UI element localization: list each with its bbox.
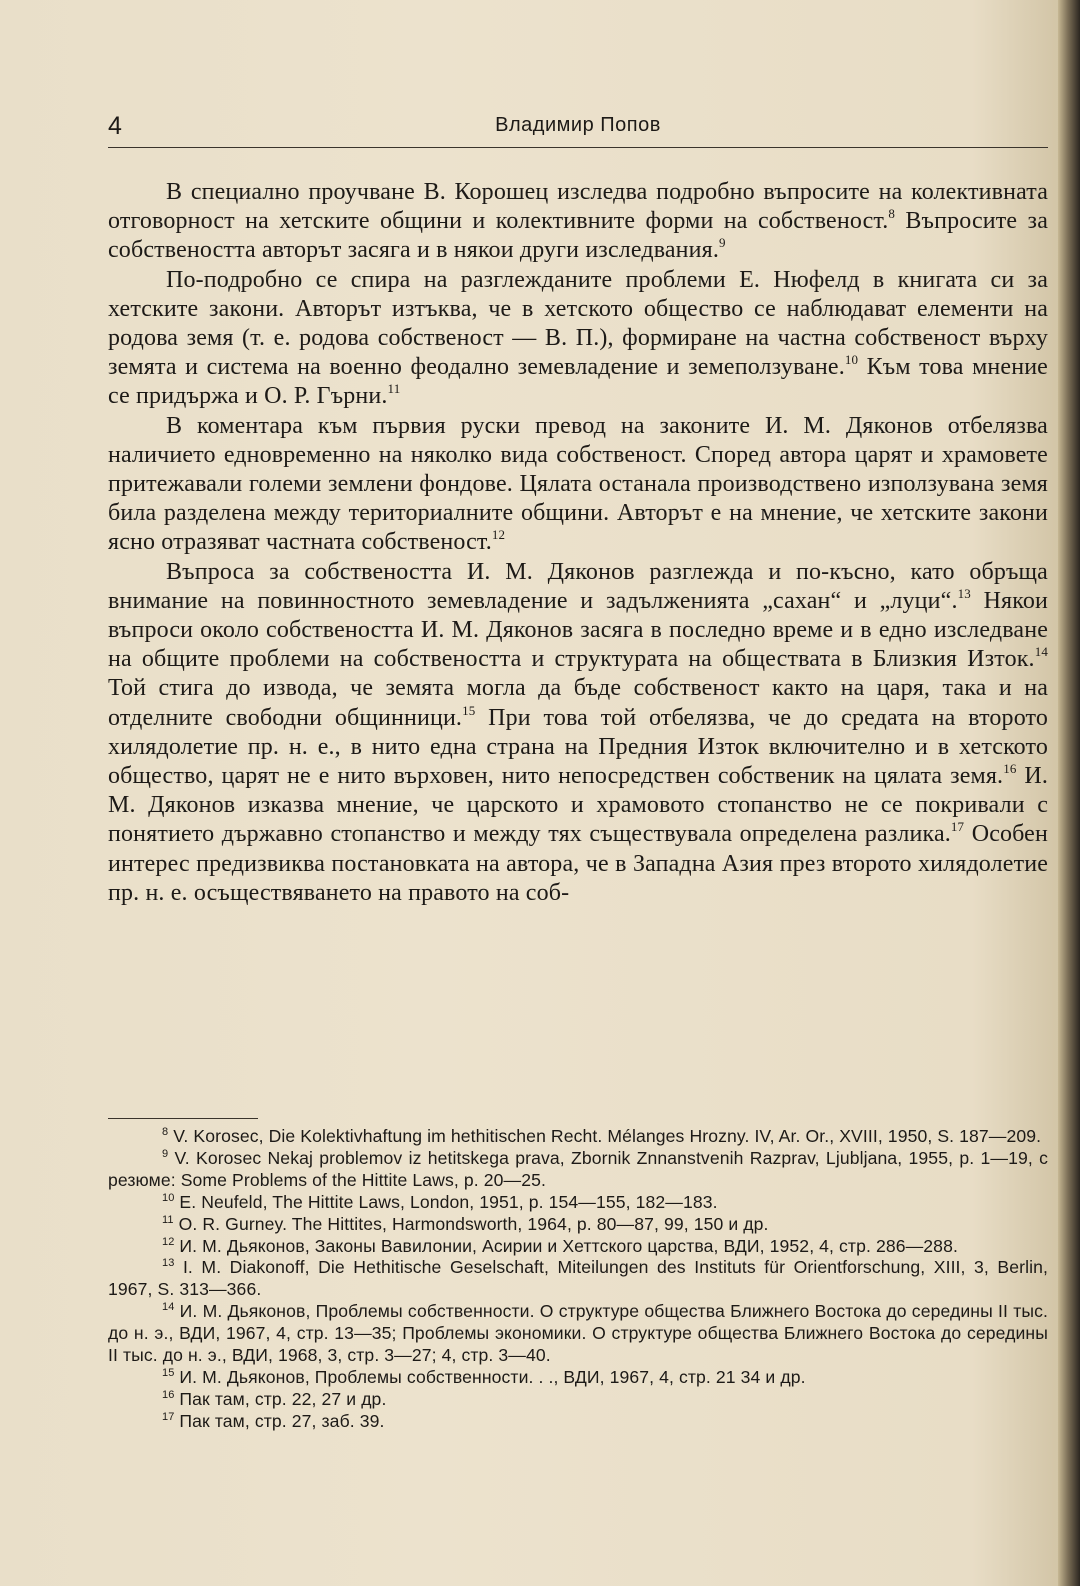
footnote [108,1148,1048,1192]
footnote [108,1389,1048,1411]
note-reference: 13 [162,1257,175,1270]
text-segment: И. М. Дьяконов, Проблемы собственности. . ., ВДИ, 1967, 4, стр. 21 34 и др. [174,1366,806,1387]
text-segment: И. М. Дьяконов, Законы Вавилонии, Асирии и Хеттского царства, ВДИ, 1952, 4, стр. 286—288. [174,1235,958,1256]
note-reference: 13 [957,585,971,601]
text-segment: Той стига до извода, че земята могла да бъде собственост както на царя, така и на отделните свободни общинници. [108,675,1048,731]
page-number: 4 [108,112,122,140]
book-spine-shadow [1058,0,1080,1586]
text-segment: V. Korosec Nekaj problemov iz hetitskega prava, Zbornik Znnanstvenih Razprav, Ljubljana, 1955, p. 1—19, с резюме: Some Problems of the Hittite Laws, p. 20—25. [108,1147,1048,1190]
note-reference: 12 [162,1235,175,1248]
running-head [108,106,1048,148]
footnote [108,1192,1048,1214]
footnotes [108,1126,1048,1433]
text-segment: По-подробно се спира на разглежданите проблеми Е. Нюфелд в книгата си за хетските закони. Авторът изтъква, че в хетското общество се наблюдават елементи на родова земя (т. е. родова собственост — В. П.), формиране на частна собственост върху земята и система на военно феодално земевладение и земеползуване. [108,266,1048,381]
note-reference: 14 [1034,644,1048,660]
footnote [108,1367,1048,1389]
text-segment: Въпроса за собствеността И. М. Дяконов разглежда и по-късно, като обръща внимание на повинностното земевладение и задълженията „сахан“ и „луци“. [108,558,1048,614]
text-segment: В коментара към първия руски превод на законите И. М. Дяконов отбелязва наличието едновременно на няколко вида собственост. Според автора царят и храмовете притежавали големи землени фондове. Цялата останала производствено използувана земя била разделена между териториалните общини. Авторът е на мнение, че хетските закони ясно отразяват частната собственост. [108,412,1048,556]
note-reference: 15 [162,1366,175,1379]
footnote [108,1257,1048,1301]
text-segment: И. М. Дьяконов, Проблемы собственности. О структуре общества Ближнего Востока до середины II тыс. до н. э., ВДИ, 1967, 4, стр. 13—35; Проблемы экономики. О структуре общества Ближнего Востока до середины II тыс. до н. э., ВДИ, 1968, 3, стр. 3—27; 4, стр. 3—40. [108,1301,1048,1366]
note-reference: 9 [162,1147,169,1160]
text-segment: Някои въпроси около собствеността И. М. Дяконов засяга в последно време и в едно изследване на общите проблеми на собствеността и структурата на обществата в Близкия Изток. [108,587,1048,673]
footnote-rule [108,1118,258,1119]
note-reference: 17 [950,819,965,835]
text-segment: Пак там, стр. 27, заб. 39. [174,1410,385,1431]
paragraph [108,178,1048,266]
note-reference: 8 [162,1126,169,1138]
footnote [108,1126,1048,1148]
note-reference: 12 [491,527,506,543]
text-segment: В специално проучване В. Корошец изследва подробно въпросите на колективната отговорност на хетските общини и колективните форми на собственост. [108,179,1048,235]
footnote [108,1301,1048,1367]
note-reference: 11 [162,1213,174,1226]
note-reference: 11 [387,381,401,397]
note-reference: 8 [888,206,896,222]
note-reference: 16 [162,1388,175,1401]
text-segment: Особен интерес предизвиква постановката на автора, че в Западна Азия през второто хилядолетие пр. н. е. осъществяването на правото на соб- [108,821,1048,906]
note-reference: 15 [462,702,476,718]
header-rule [108,147,1048,148]
paragraph [108,266,1048,412]
paragraph [108,412,1048,558]
note-reference: 16 [1003,761,1017,777]
text-segment: I. M. Diakonoff, Die Hethitische Geselschaft, Miteilungen des Instituts für Orientforschung, XIII, 3, Berlin, 1967, S. 313—366. [108,1257,1048,1300]
footnote [108,1411,1048,1433]
text-segment: V. Korosec, Die Kolektivhaftung im hethitischen Recht. Mélanges Hrozny. IV, Ar. Or., XVIII, 1950, S. 187—209. [168,1126,1042,1146]
text-segment: Към това мнение се придържа и О. Р. Гърни. [108,354,1048,410]
note-reference: 17 [162,1410,175,1423]
text-segment: O. R. Gurney. The Hittites, Harmondsworth, 1964, p. 80—87, 99, 150 и др. [173,1213,769,1234]
note-reference: 9 [719,235,726,251]
paragraph [108,558,1048,908]
main-text [108,178,1048,908]
note-reference: 14 [162,1301,175,1314]
text-segment: E. Neufeld, The Hittite Laws, London, 1951, p. 154—155, 182—183. [174,1191,718,1212]
text-segment: Пак там, стр. 22, 27 и др. [174,1388,387,1409]
text-segment: При това той отбелязва, че до средата на второто хилядолетие пр. н. е., в нито една страна на Предния Изток включително и в хетското общество, царят не е нито върховен, нито непосредствен собственик на цялата земя. [108,704,1048,790]
text-segment: Въпросите за собствеността авторът засяга и в някои други изследвания. [108,208,1048,264]
running-head-author: Владимир Попов [495,114,661,136]
text-segment: И. М. Дяконов изказва мнение, че царското и храмовото стопанство не се покривали с понятието държавно стопанство и между тях съществувала определена разлика. [108,763,1048,848]
note-reference: 10 [162,1191,175,1204]
footnote [108,1214,1048,1236]
footnote [108,1236,1048,1258]
note-reference: 10 [844,352,859,368]
